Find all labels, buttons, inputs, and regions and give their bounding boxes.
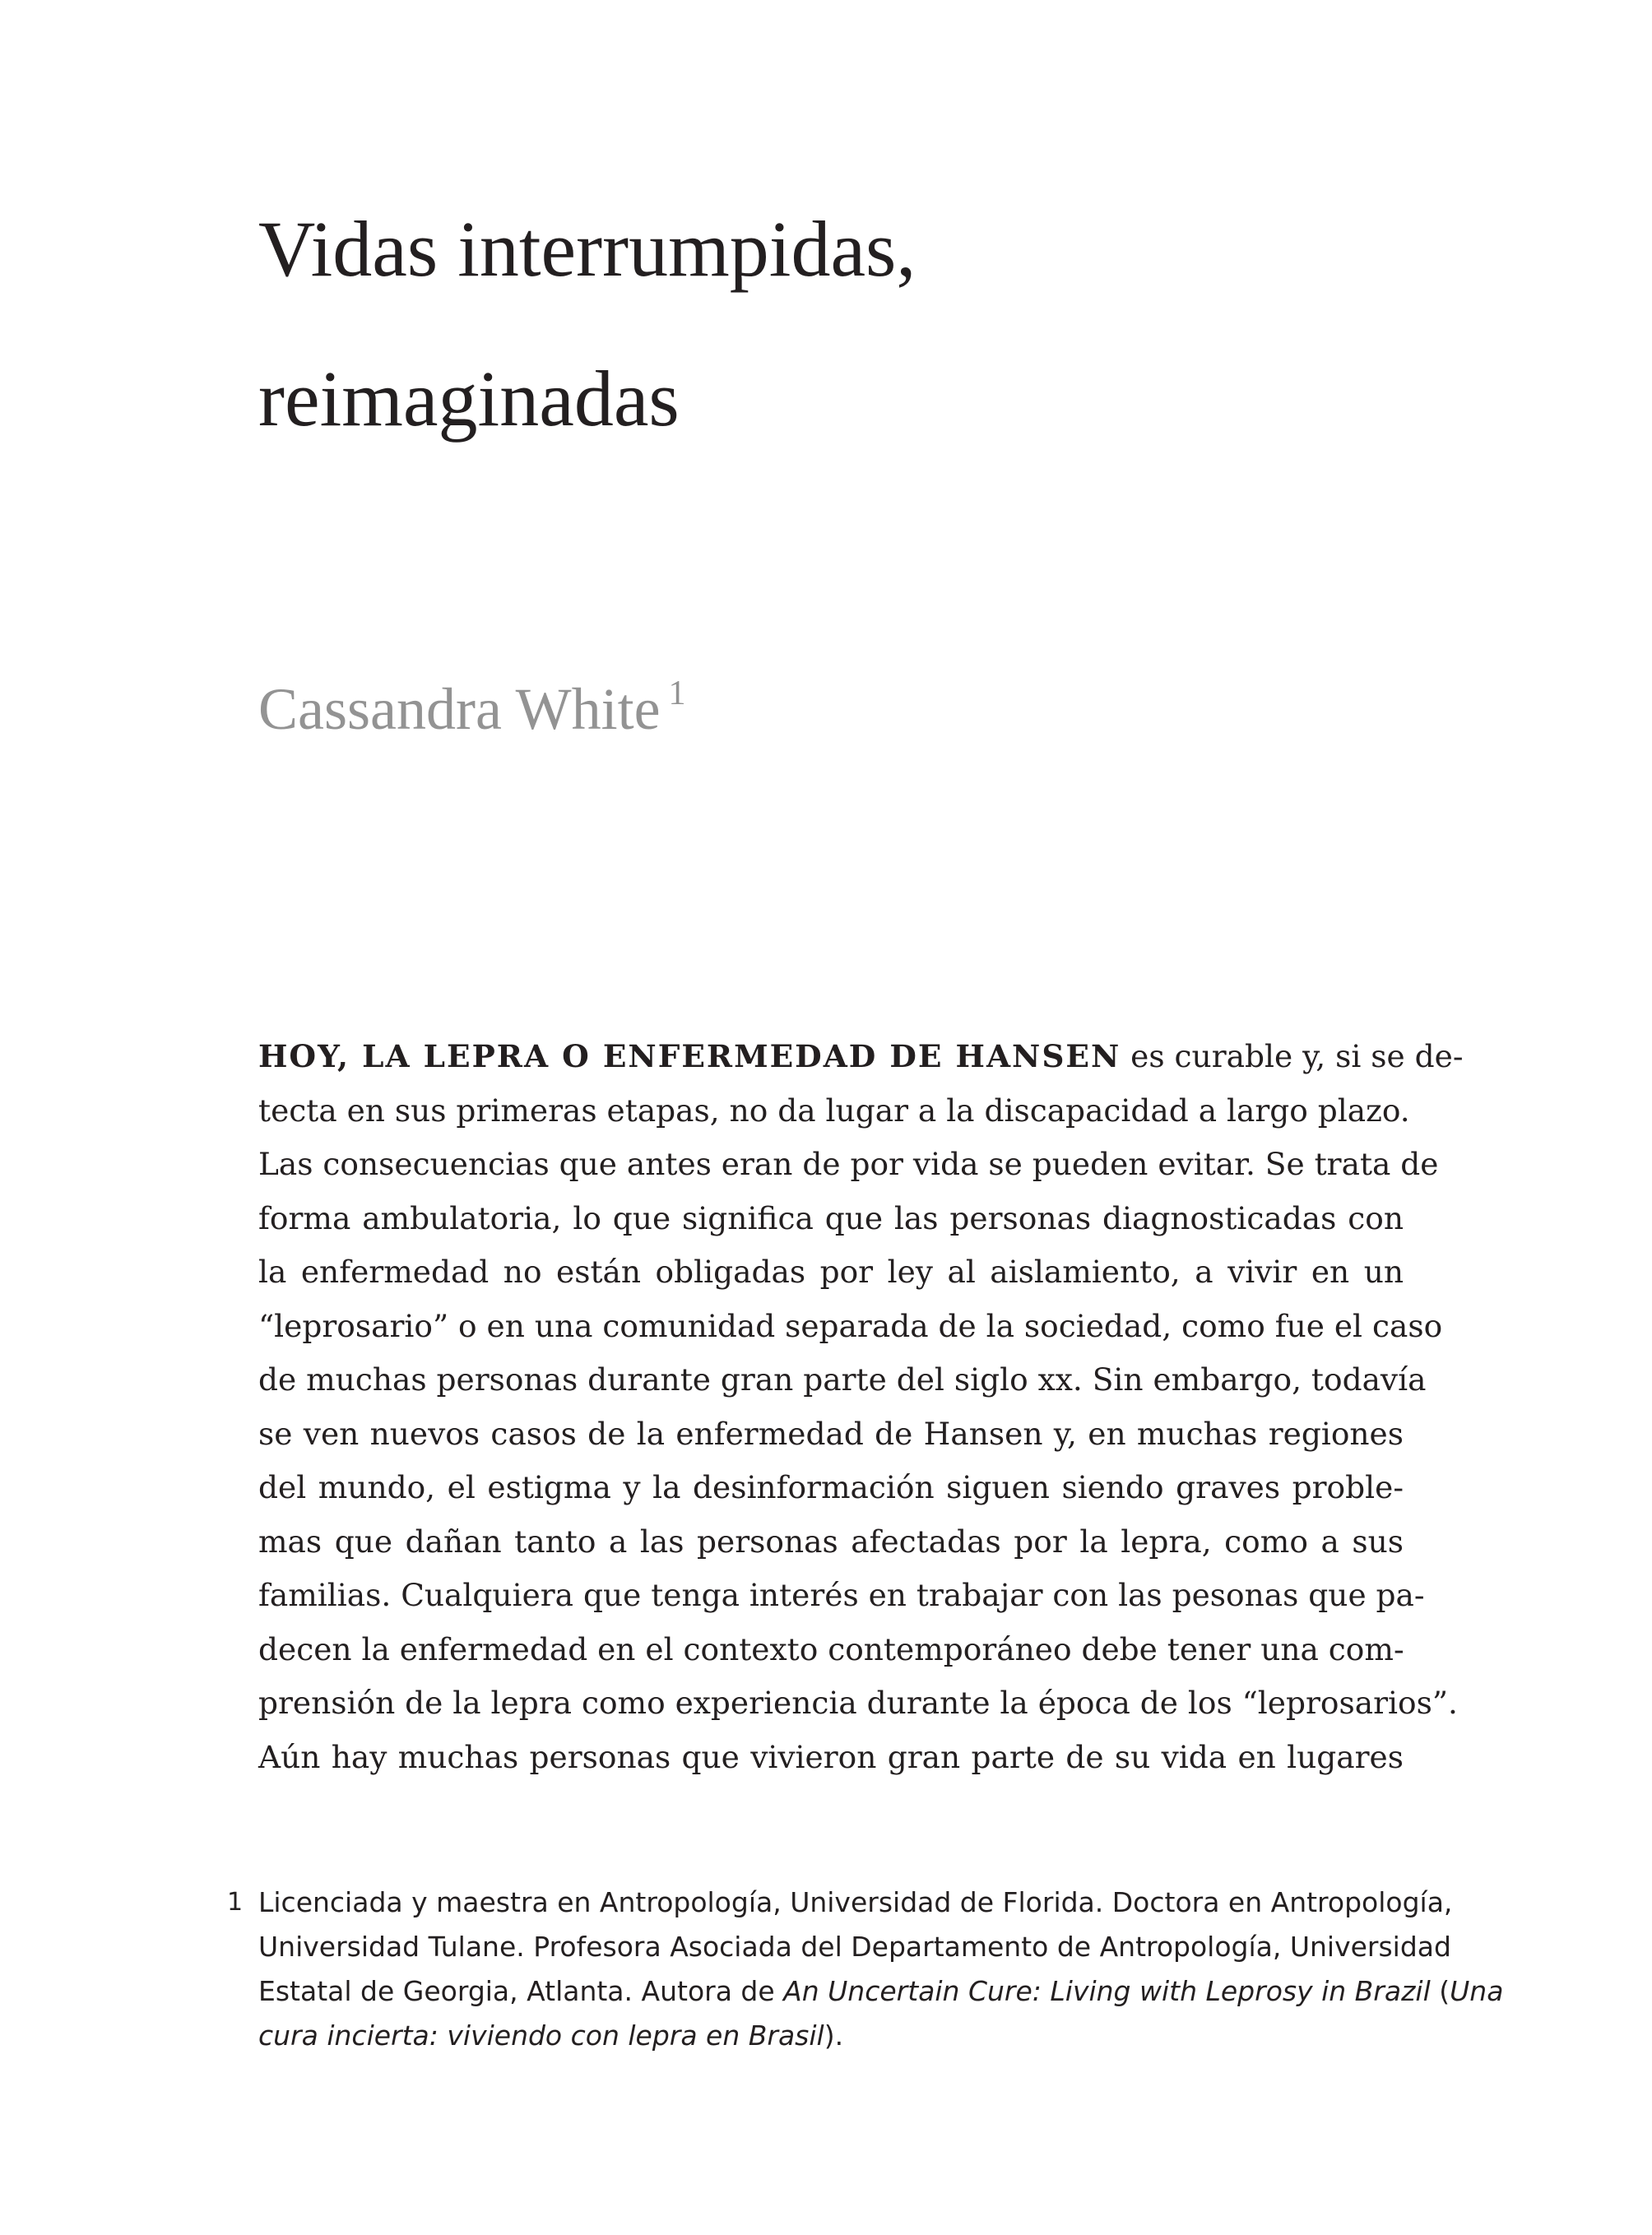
- footnote-line: cura incierta: viviendo con lepra en Brasil).: [258, 2019, 844, 2052]
- body-line: “leprosario” o en una comunidad separada de la sociedad, como fue el caso: [258, 1307, 1443, 1344]
- footnote-text: [258, 1880, 1504, 2058]
- book-title-translation: Una: [1450, 1975, 1504, 2007]
- lead-in: HOY, LA LEPRA O ENFERMEDAD DE HANSEN: [258, 1038, 1121, 1074]
- footnote-line: Estatal de Georgia, Atlanta. Autora de An Uncertain Cure: Living with Leprosy in Brazil (Una: [258, 1975, 1504, 2007]
- body-line: Las consecuencias que antes eran de por vida se pueden evitar. Se trata de: [258, 1146, 1439, 1182]
- author-name-text: Cassandra White: [258, 676, 661, 742]
- book-title: An Uncertain Cure: Living with Leprosy in Brazil: [783, 1975, 1431, 2007]
- page-title: [258, 174, 1410, 474]
- body-line: tecta en sus primeras etapas, no da lugar a la discapacidad a largo plazo.: [258, 1092, 1410, 1129]
- body-line: de muchas personas durante gran parte del siglo xx. Sin embargo, todavía: [258, 1361, 1427, 1398]
- body-line: mas que dañan tanto a las personas afectadas por la lepra, como a sus: [258, 1523, 1404, 1560]
- body-line: del mundo, el estigma y la desinformación siguen siendo graves proble-: [258, 1469, 1404, 1505]
- footnote-line: Licenciada y maestra en Antropología, Universidad de Florida. Doctora en Antropología,: [258, 1886, 1453, 1918]
- body-line: decen la enfermedad en el contexto contemporáneo debe tener una com-: [258, 1630, 1404, 1667]
- body-line: forma ambulatoria, lo que significa que las personas diagnosticadas con: [258, 1199, 1404, 1236]
- author-footnote-ref[interactable]: 1: [668, 675, 686, 712]
- body-line: la enfermedad no están obligadas por ley al aislamiento, a vivir en un: [258, 1254, 1404, 1290]
- body-line: HOY, LA LEPRA O ENFERMEDAD DE HANSEN es curable y, si se de-: [258, 1038, 1464, 1074]
- body-line: familias. Cualquiera que tenga interés en trabajar con las pesonas que pa-: [258, 1577, 1425, 1613]
- body-line: se ven nuevos casos de la enfermedad de Hansen y, en muchas regiones: [258, 1415, 1404, 1452]
- body-paragraph: [258, 1030, 1464, 1784]
- book-title-translation-cont: cura incierta: viviendo con lepra en Brasil: [258, 2019, 824, 2052]
- body-line: Aún hay muchas personas que vivieron gran parte de su vida en lugares: [258, 1738, 1404, 1775]
- author-name: [258, 668, 686, 750]
- title-line-1: Vidas interrumpidas,: [258, 205, 916, 293]
- footnote-line: Universidad Tulane. Profesora Asociada del Departamento de Antropología, Universidad: [258, 1931, 1451, 1963]
- footnote-number: 1: [227, 1888, 244, 1917]
- body-line: prensión de la lepra como experiencia durante la época de los “leprosarios”.: [258, 1685, 1458, 1721]
- title-line-2: reimaginadas: [258, 355, 680, 443]
